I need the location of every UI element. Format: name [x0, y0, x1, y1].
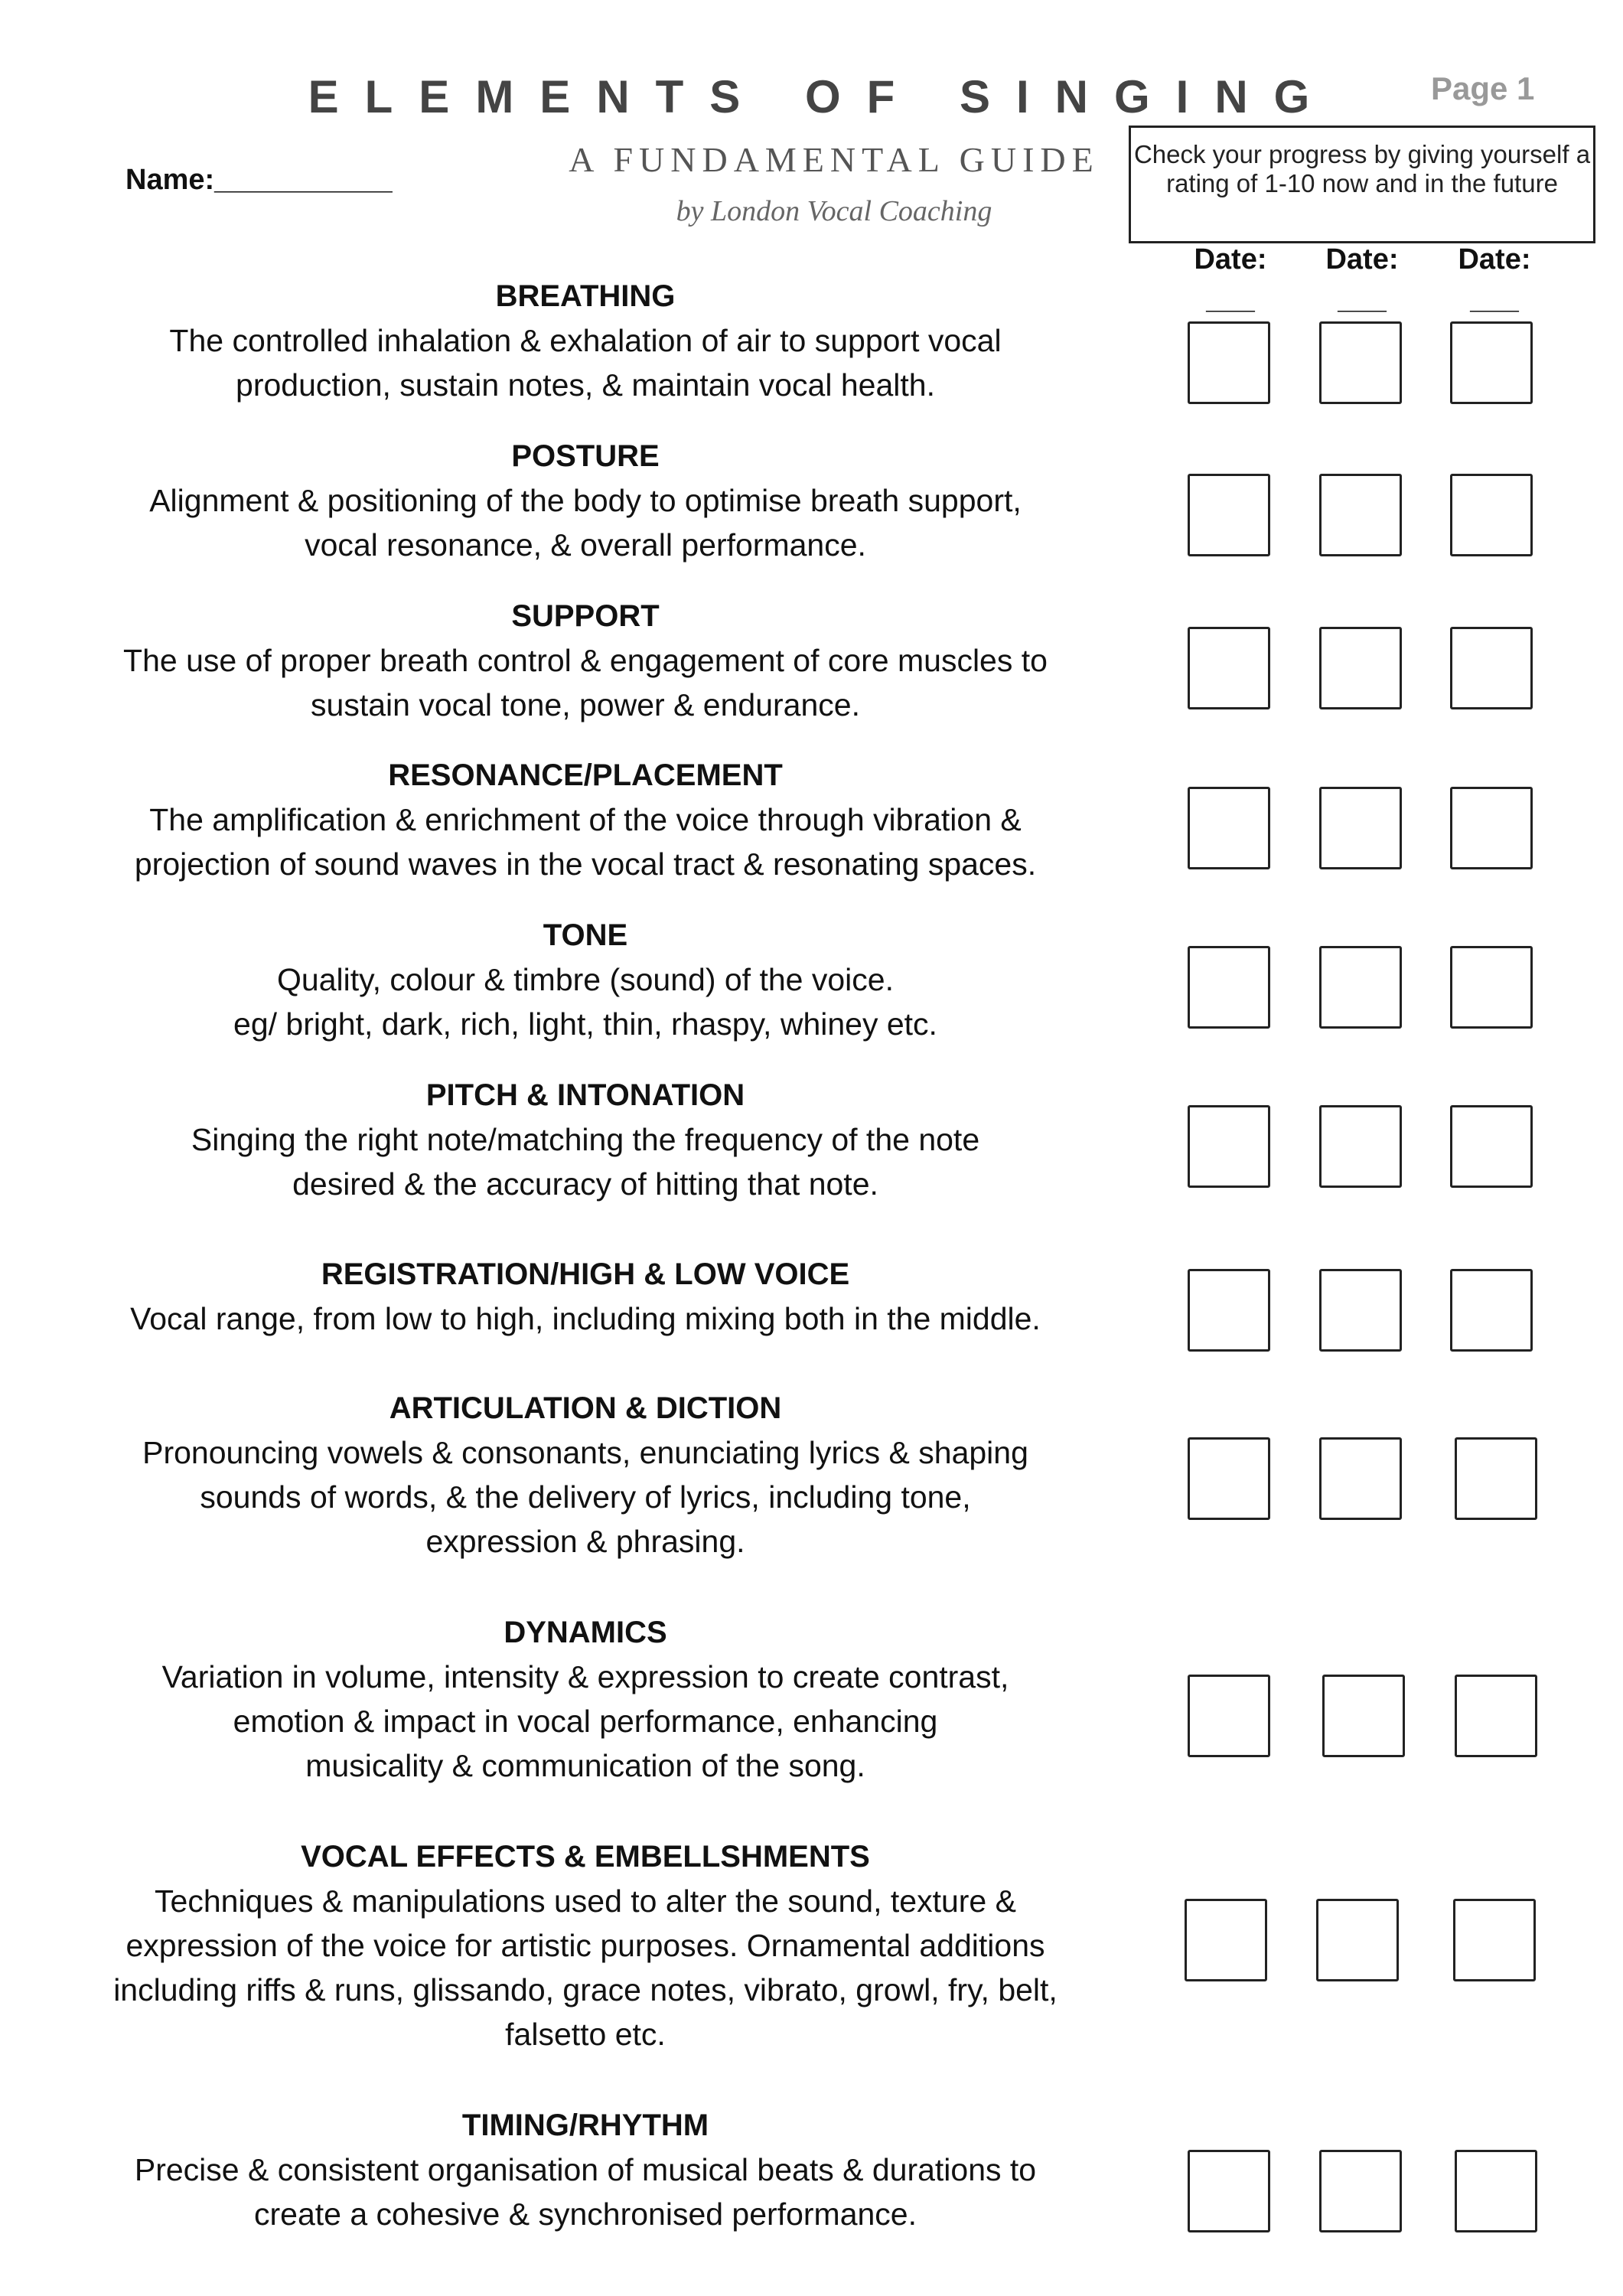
rating-box-date-2[interactable] [1319, 787, 1402, 869]
rating-box-date-3[interactable] [1450, 474, 1533, 556]
rating-box-date-1[interactable] [1188, 321, 1270, 404]
section-description-line: vocal resonance, & overall performance. [305, 527, 866, 563]
section-tone [46, 913, 1125, 1046]
rating-box-date-2[interactable] [1319, 1269, 1402, 1352]
rating-box-date-2[interactable] [1319, 627, 1402, 709]
section-description-line: expression & phrasing. [425, 1524, 745, 1559]
rating-box-date-1[interactable] [1188, 787, 1270, 869]
section-heading: REGISTRATION/HIGH & LOW VOICE [321, 1257, 850, 1291]
section-description-line: Vocal range, from low to high, including mixing both in the middle. [130, 1301, 1041, 1336]
section-resonance-placement [46, 753, 1125, 886]
section-description-line: eg/ bright, dark, rich, light, thin, rhaspy, whiney etc. [233, 1006, 937, 1042]
date-blank-1[interactable]: ___ [1206, 283, 1255, 315]
rating-box-date-3[interactable] [1450, 946, 1533, 1029]
section-heading: POSTURE [511, 439, 660, 473]
section-heading: TIMING/RHYTHM [461, 2108, 709, 2142]
rating-box-date-2[interactable] [1319, 321, 1402, 404]
section-dynamics [46, 1610, 1125, 1788]
rating-box-date-1[interactable] [1185, 1899, 1267, 1981]
rating-box-date-1[interactable] [1188, 946, 1270, 1029]
rating-box-date-1[interactable] [1188, 1269, 1270, 1352]
section-posture [46, 434, 1125, 567]
section-description-line: including riffs & runs, glissando, grace notes, vibrato, growl, fry, belt, [113, 1972, 1058, 2007]
section-support [46, 594, 1125, 727]
section-description-line: expression of the voice for artistic purposes. Ornamental additions [125, 1928, 1045, 1963]
section-description-line: Singing the right note/matching the frequency of the note [191, 1122, 980, 1157]
section-description-line: The controlled inhalation & exhalation of air to support vocal [169, 323, 1002, 358]
subtitle: A FUNDAMENTAL GUIDE [569, 140, 1100, 179]
section-description-line: Variation in volume, intensity & expression to create contrast, [161, 1659, 1009, 1694]
rating-box-date-1[interactable] [1188, 1437, 1270, 1520]
section-description-line: projection of sound waves in the vocal tract & resonating spaces. [134, 846, 1037, 882]
rating-box-date-3[interactable] [1450, 321, 1533, 404]
date-blank-2[interactable]: ___ [1338, 283, 1387, 315]
rating-box-date-2[interactable] [1319, 946, 1402, 1029]
section-description-line: sounds of words, & the delivery of lyrics, including tone, [200, 1479, 971, 1515]
section-description-line: Precise & consistent organisation of musical beats & durations to [134, 2152, 1037, 2187]
byline: by London Vocal Coaching [676, 195, 992, 227]
section-description-line: Techniques & manipulations used to alter the sound, texture & [155, 1883, 1016, 1919]
rating-box-date-3[interactable] [1450, 627, 1533, 709]
section-description-line: The use of proper breath control & engagement of core muscles to [123, 643, 1048, 678]
section-description-line: Quality, colour & timbre (sound) of the voice. [277, 962, 894, 997]
rating-box-date-1[interactable] [1188, 2150, 1270, 2232]
rating-box-date-2[interactable] [1319, 474, 1402, 556]
section-heading: SUPPORT [511, 599, 660, 633]
section-description-line: production, sustain notes, & maintain vocal health. [236, 367, 935, 403]
section-description-line: Alignment & positioning of the body to optimise breath support, [149, 483, 1022, 518]
section-description-line: desired & the accuracy of hitting that note. [292, 1166, 878, 1202]
section-heading: ARTICULATION & DICTION [389, 1391, 782, 1425]
section-registration-high-low-voice [46, 1252, 1125, 1341]
section-description-line: sustain vocal tone, power & endurance. [311, 687, 860, 722]
rating-box-date-3[interactable] [1450, 787, 1533, 869]
date-label-2: Date: [1325, 243, 1399, 276]
section-pitch-intonation [46, 1073, 1125, 1206]
section-heading: VOCAL EFFECTS & EMBELLSHMENTS [301, 1840, 870, 1874]
rating-box-date-2[interactable] [1319, 2150, 1402, 2232]
rating-box-date-2[interactable] [1316, 1899, 1399, 1981]
section-vocal-effects-embellshments [46, 1835, 1125, 2056]
section-heading: TONE [543, 918, 628, 952]
rating-box-date-3[interactable] [1455, 1437, 1537, 1520]
section-heading: DYNAMICS [504, 1616, 667, 1649]
rating-box-date-3[interactable] [1455, 1675, 1537, 1757]
rating-box-date-2[interactable] [1322, 1675, 1405, 1757]
section-description-line: falsetto etc. [505, 2017, 666, 2052]
rating-box-date-1[interactable] [1188, 474, 1270, 556]
rating-box-date-1[interactable] [1188, 627, 1270, 709]
section-articulation-diction [46, 1386, 1125, 1564]
rating-box-date-3[interactable] [1455, 2150, 1537, 2232]
name-field[interactable]: Name:___________ [125, 164, 393, 196]
rating-box-date-1[interactable] [1188, 1105, 1270, 1188]
rating-box-date-3[interactable] [1450, 1105, 1533, 1188]
section-heading: RESONANCE/PLACEMENT [388, 758, 783, 792]
section-description-line: The amplification & enrichment of the voice through vibration & [149, 802, 1022, 837]
date-blank-3[interactable]: ___ [1470, 283, 1519, 315]
rating-box-date-1[interactable] [1188, 1675, 1270, 1757]
section-description-line: emotion & impact in vocal performance, enhancing [233, 1704, 938, 1739]
instructions-box: Check your progress by giving yourself a rating of 1-10 now and in the future [1129, 126, 1595, 243]
rating-box-date-2[interactable] [1319, 1105, 1402, 1188]
date-label-1: Date: [1194, 243, 1267, 276]
section-heading: BREATHING [495, 279, 676, 313]
rating-box-date-3[interactable] [1450, 1269, 1533, 1352]
section-description-line: Pronouncing vowels & consonants, enunciating lyrics & shaping [142, 1435, 1028, 1470]
section-heading: PITCH & INTONATION [425, 1078, 745, 1112]
section-breathing [46, 274, 1125, 407]
date-label-3: Date: [1458, 243, 1531, 276]
section-description-line: musicality & communication of the song. [305, 1748, 865, 1783]
section-timing-rhythm [46, 2103, 1125, 2236]
page-title: ELEMENTS OF SINGING [308, 71, 1336, 122]
page-number: Page 1 [1431, 70, 1535, 106]
rating-box-date-2[interactable] [1319, 1437, 1402, 1520]
rating-box-date-3[interactable] [1453, 1899, 1536, 1981]
section-description-line: create a cohesive & synchronised performance. [253, 2197, 917, 2232]
